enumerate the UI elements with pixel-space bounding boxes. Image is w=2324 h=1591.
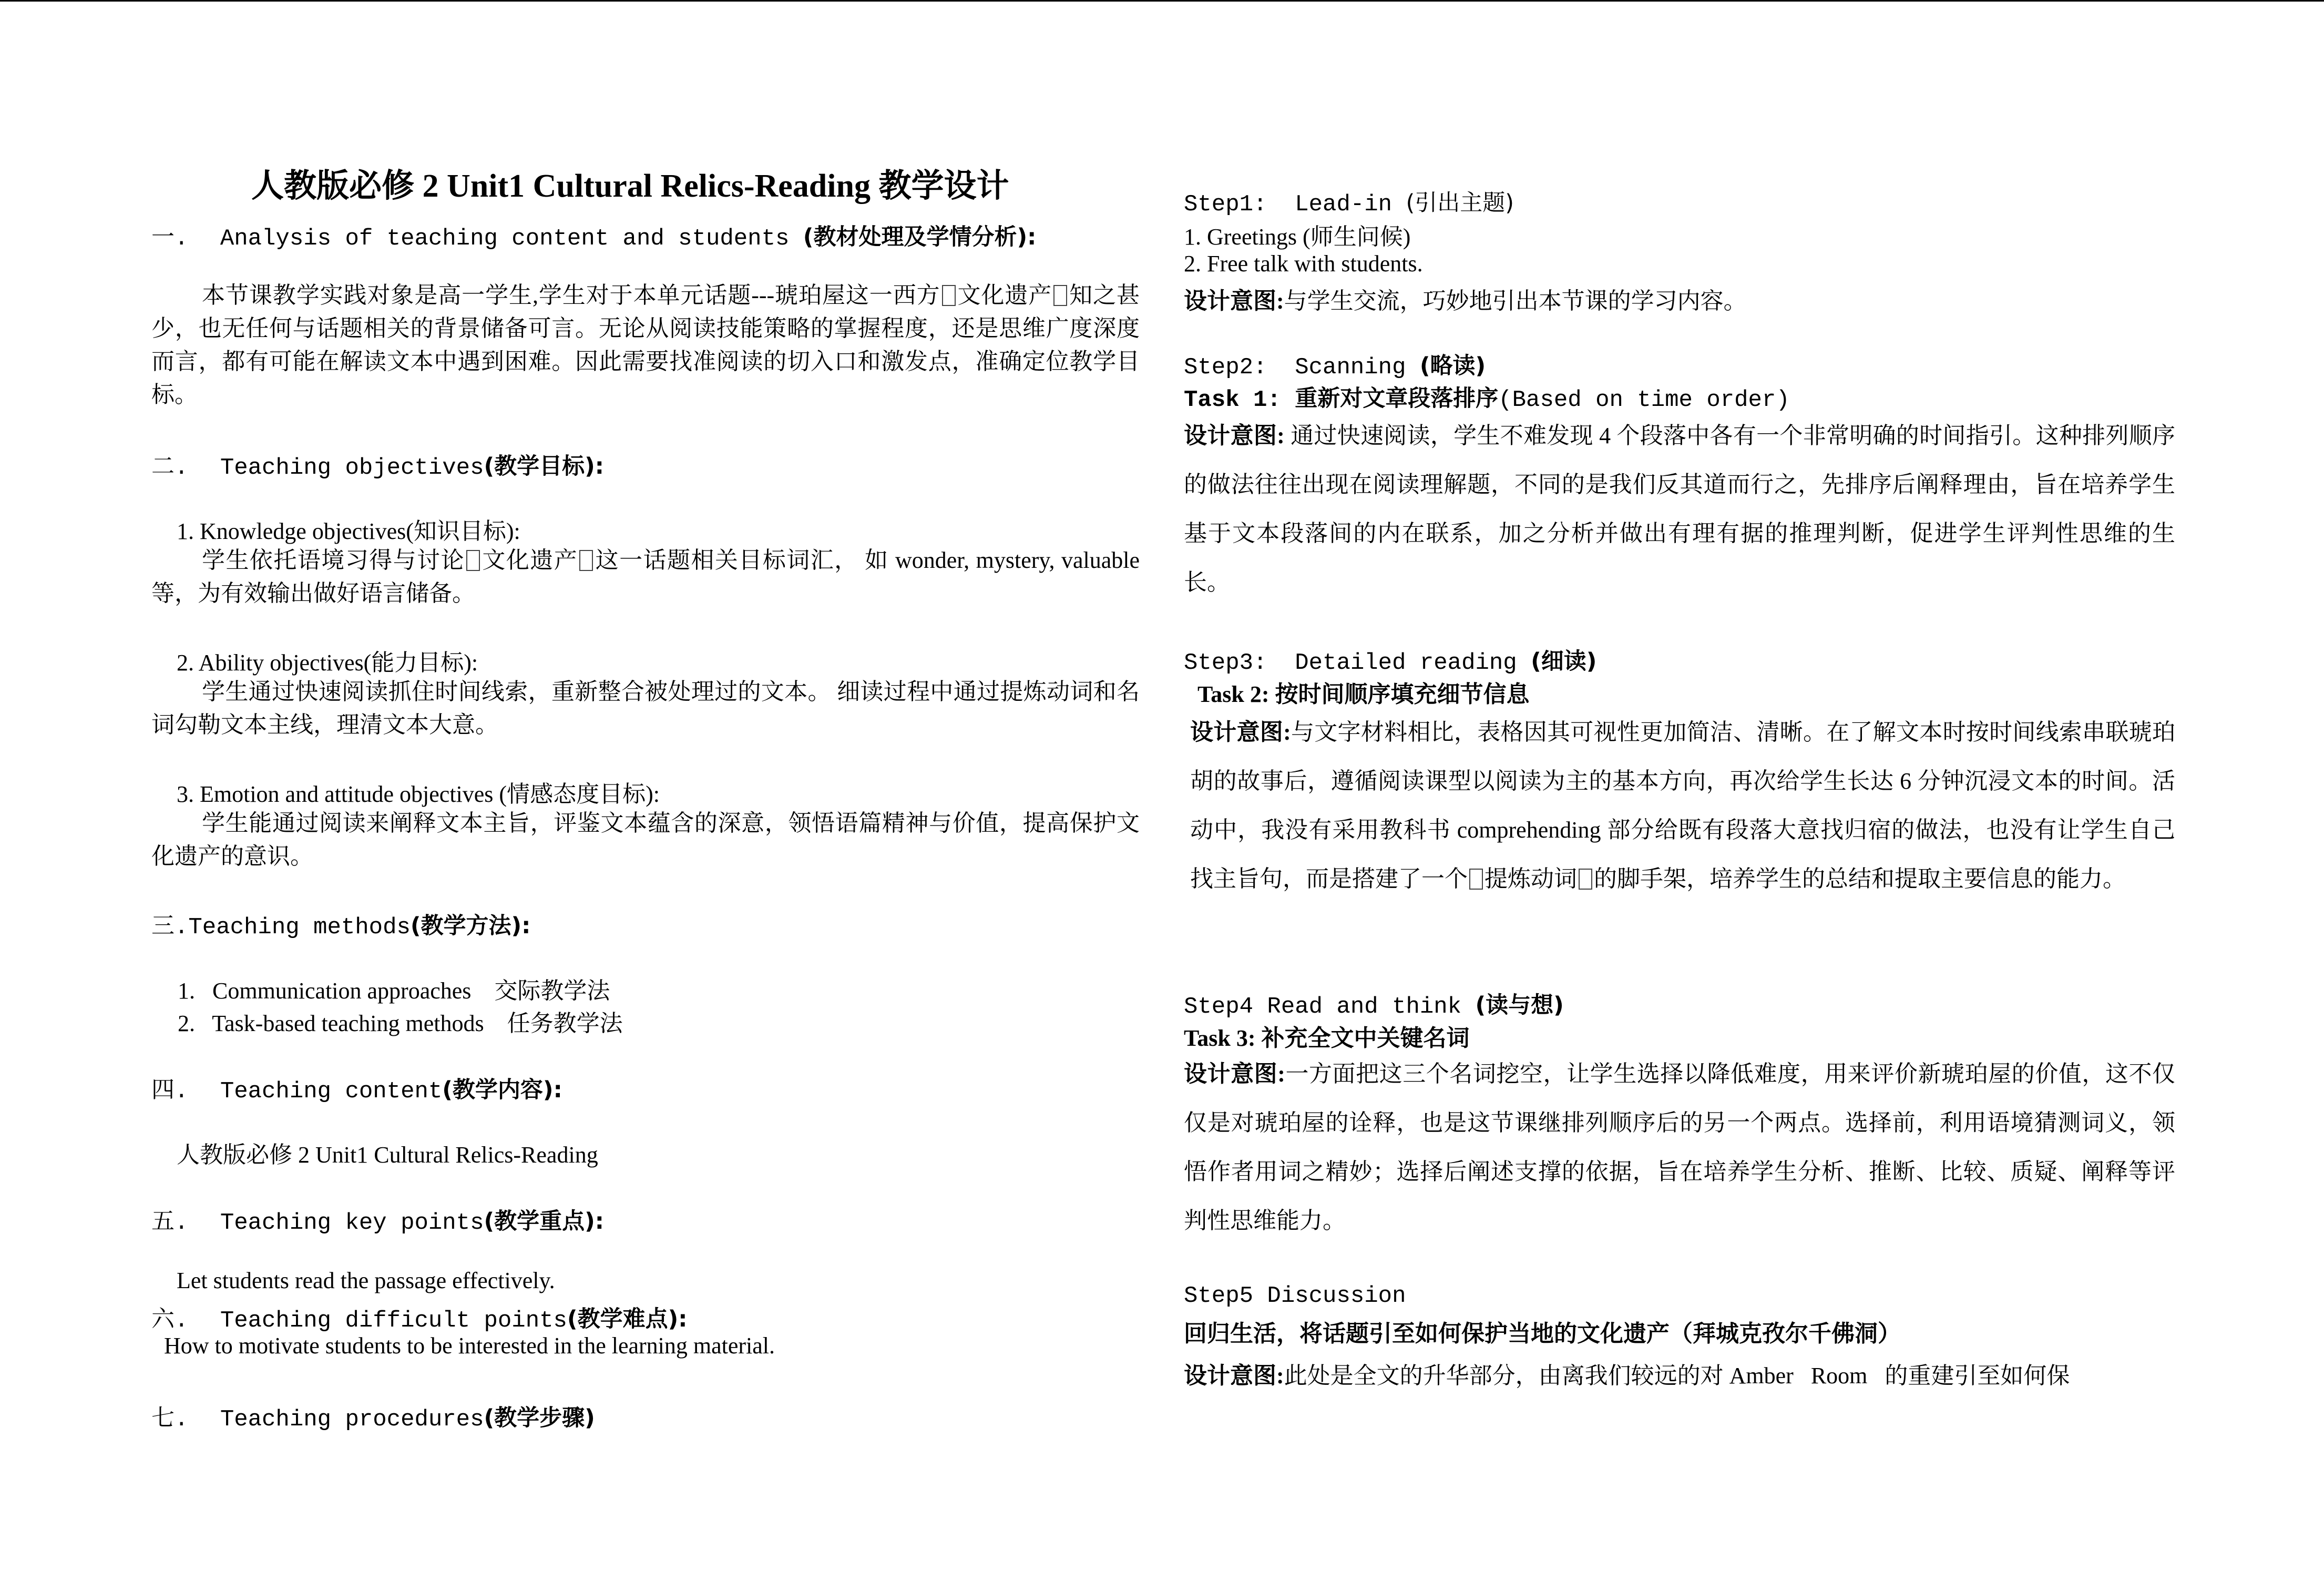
teaching-content-body: 人教版必修 2 Unit1 Cultural Relics-Reading	[177, 1142, 598, 1168]
intent-label: 设计意图:	[1184, 423, 1285, 448]
step-4-title-en: Step4 Read and think	[1184, 994, 1462, 1020]
task-2-title: Task 2: 按时间顺序填充细节信息	[1197, 681, 1530, 707]
intent-label: 设计意图:	[1184, 288, 1284, 314]
intent-label: 设计意图:	[1184, 1363, 1284, 1389]
section-4-number: 四.	[151, 1078, 189, 1105]
placeholder-box	[942, 285, 956, 306]
step-3-heading	[1184, 644, 1596, 676]
step-1-intent	[1184, 282, 1747, 315]
intent-label: 设计意图:	[1184, 1061, 1285, 1087]
section-7-title-en: Teaching procedures	[220, 1406, 484, 1433]
step-4-intent-text: 一方面把这三个名词挖空，让学生选择以降低难度，用来评价新琥珀屋的价值，这不仅仅是对琥珀屋的诠释，也是这节课继排列顺序后的另一个两点。选择前，利用语境猜测词义，领悟作者用词之精妙；选择后阐述支撑的依据，旨在培养学生分析、推断、比较、质疑、阐释等评判性思维能力。	[1184, 1061, 2176, 1233]
placeholder-box	[1469, 869, 1483, 890]
placeholder-box	[1579, 869, 1592, 890]
section-6-heading	[151, 1300, 687, 1334]
page-top-border	[0, 0, 2324, 2]
task-1-tail: (Based on time order)	[1498, 387, 1790, 413]
section-5-title-zh: (教学重点):	[484, 1208, 605, 1235]
knowledge-body-part-c: 这一话题相关目标词汇， 如 wonder, mystery, valuable 等，为有效输出做好语言储备。	[151, 547, 1140, 606]
section-5-heading	[151, 1202, 604, 1236]
step-2-task	[1184, 381, 1790, 413]
section-6-number: 六.	[151, 1308, 189, 1334]
step-5-intent	[1184, 1357, 2070, 1390]
section-3-heading	[151, 906, 530, 941]
step-4-intent	[1184, 1049, 2175, 1245]
section-5-number: 五.	[151, 1210, 189, 1236]
section-7-number: 七.	[151, 1406, 189, 1433]
section-2-title-zh: (教学目标):	[484, 453, 605, 480]
step-3-title-en: Step3: Detailed reading	[1184, 650, 1517, 676]
section-2-heading	[151, 447, 604, 481]
section-3-title-en: Teaching methods	[188, 914, 411, 941]
placeholder-box	[579, 550, 593, 571]
method-item-1: 1. Communication approaches 交际教学法	[178, 978, 610, 1004]
section-4-heading	[151, 1070, 562, 1105]
ability-objectives-title: 2. Ability objectives(能力目标):	[177, 650, 478, 676]
section-1-heading	[151, 218, 1036, 252]
step-3-intent	[1190, 708, 2175, 903]
step-5-task: 回归生活，将话题引至如何保护当地的文化遗产（拜城克孜尔千佛洞）	[1184, 1321, 1901, 1347]
step-1-heading	[1184, 185, 1514, 218]
section-1-body-part-c: 知之甚少，也无任何与话题相关的背景储备可言。无论从阅读技能策略的掌握程度，还是思维广度深度而言，都有可能在解读文本中遇到困难。因此需要找准阅读的切入口和激发点，准确定位教学目标。	[151, 282, 1140, 407]
knowledge-objectives-body	[151, 544, 1140, 610]
method-item-2: 2. Task-based teaching methods 任务教学法	[178, 1011, 623, 1036]
section-1-body-part-a: 本节课教学实践对象是高一学生,学生对于本单元话题---琥珀屋这一西方	[202, 282, 940, 308]
section-4-title-en: Teaching content	[220, 1078, 443, 1105]
step-3-intent-part-b: 提炼动词	[1485, 866, 1577, 892]
step-4-heading	[1184, 987, 1564, 1020]
section-1-title-en: Analysis of teaching content and students	[220, 226, 790, 252]
step-5-heading: Step5 Discussion	[1184, 1283, 1406, 1309]
emotion-objectives-body: 学生能通过阅读来阐释文本主旨，评鉴文本蕴含的深意，领悟语篇精神与价值，提高保护文化遗产的意识。	[151, 810, 1140, 869]
section-3-title-zh: (教学方法):	[410, 913, 531, 939]
knowledge-body-part-b: 文化遗产	[481, 547, 578, 573]
step-1-item-2: 2. Free talk with students.	[1184, 251, 1423, 277]
task-1-title: 重新对文章段落排序	[1295, 385, 1499, 412]
step-2-intent	[1184, 411, 2175, 607]
knowledge-objectives-title: 1. Knowledge objectives(知识目标):	[177, 518, 520, 544]
section-2-number: 二.	[151, 455, 189, 481]
section-5-title-en: Teaching key points	[220, 1210, 484, 1236]
document-title: 人教版必修 2 Unit1 Cultural Relics-Reading 教学设计	[251, 168, 1009, 204]
step-2-intent-text: 通过快速阅读，学生不难发现 4 个段落中各有一个非常明确的时间指引。这种排列顺序的做法往往出现在阅读理解题，不同的是我们反其道而行之，先排序后阐释理由，旨在培养学生基于文本段落间的内在联系，加之分析并做出有理有据的推理判断，促进学生评判性思维的生长。	[1184, 423, 2176, 595]
emotion-objectives-title: 3. Emotion and attitude objectives (情感态度目标):	[177, 781, 660, 807]
ability-objectives-body: 学生通过快速阅读抓住时间线索，重新整合被处理过的文本。 细读过程中通过提炼动词和名词勾勒文本主线，理清文本大意。	[151, 679, 1140, 738]
step-3-intent-part-a: 与文字材料相比，表格因其可视性更加简洁、清晰。在了解文本时按时间线索串联琥珀胡的故事后，遵循阅读课型以阅读为主的基本方向，再次给学生长达 6 分钟沉浸文本的时间。活动中，我没有采用教科书 comprehending 部分给既有段落大意找归宿的做法，也没有让学生自己找主旨句，而是搭建了一个	[1190, 719, 2175, 892]
step-3-title-zh: (细读)	[1531, 648, 1597, 675]
placeholder-box	[466, 550, 480, 571]
section-3-number: 三.	[151, 914, 189, 941]
section-4-title-zh: (教学内容):	[442, 1077, 562, 1103]
section-1-body-part-b: 文化遗产	[957, 282, 1052, 308]
step-1-intent-text: 与学生交流，巧妙地引出本节课的学习内容。	[1284, 288, 1747, 314]
key-points-body: Let students read the passage effectively.	[177, 1268, 555, 1293]
difficult-points-body: How to motivate students to be interested in the learning material.	[164, 1333, 775, 1359]
step-2-title-en: Step2: Scanning	[1184, 354, 1406, 381]
step-1-title-zh: (引出主题)	[1406, 190, 1514, 216]
section-1-title-zh: (教材处理及学情分析):	[803, 224, 1037, 250]
task-3-title: Task 3: 补充全文中关键名词	[1184, 1025, 1470, 1051]
placeholder-box	[1053, 285, 1067, 306]
section-2-title-en: Teaching objectives	[220, 455, 484, 481]
step-2-title-zh: (略读)	[1419, 353, 1486, 379]
step-3-intent-part-c: 的脚手架，培养学生的总结和提取主要信息的能力。	[1594, 866, 2126, 892]
step-4-title-zh: (读与想)	[1475, 992, 1564, 1018]
section-6-title-zh: (教学难点):	[567, 1306, 688, 1332]
step-1-item-1: 1. Greetings (师生问候)	[1184, 224, 1411, 250]
knowledge-body-part-a: 学生依托语境习得与讨论	[202, 547, 465, 573]
section-7-title-zh: (教学步骤)	[484, 1405, 595, 1431]
section-6-title-en: Teaching difficult points	[220, 1308, 567, 1334]
section-1-number: 一.	[151, 226, 189, 252]
section-7-heading	[151, 1399, 595, 1433]
step-1-title-en: Step1: Lead-in	[1184, 191, 1393, 218]
step-2-heading	[1184, 348, 1486, 381]
section-1-body	[151, 279, 1140, 411]
intent-label: 设计意图:	[1190, 719, 1291, 745]
step-5-intent-text: 此处是全文的升华部分，由离我们较远的对 Amber Room 的重建引至如何保	[1284, 1363, 2070, 1389]
task-1-label: Task 1:	[1184, 387, 1281, 413]
